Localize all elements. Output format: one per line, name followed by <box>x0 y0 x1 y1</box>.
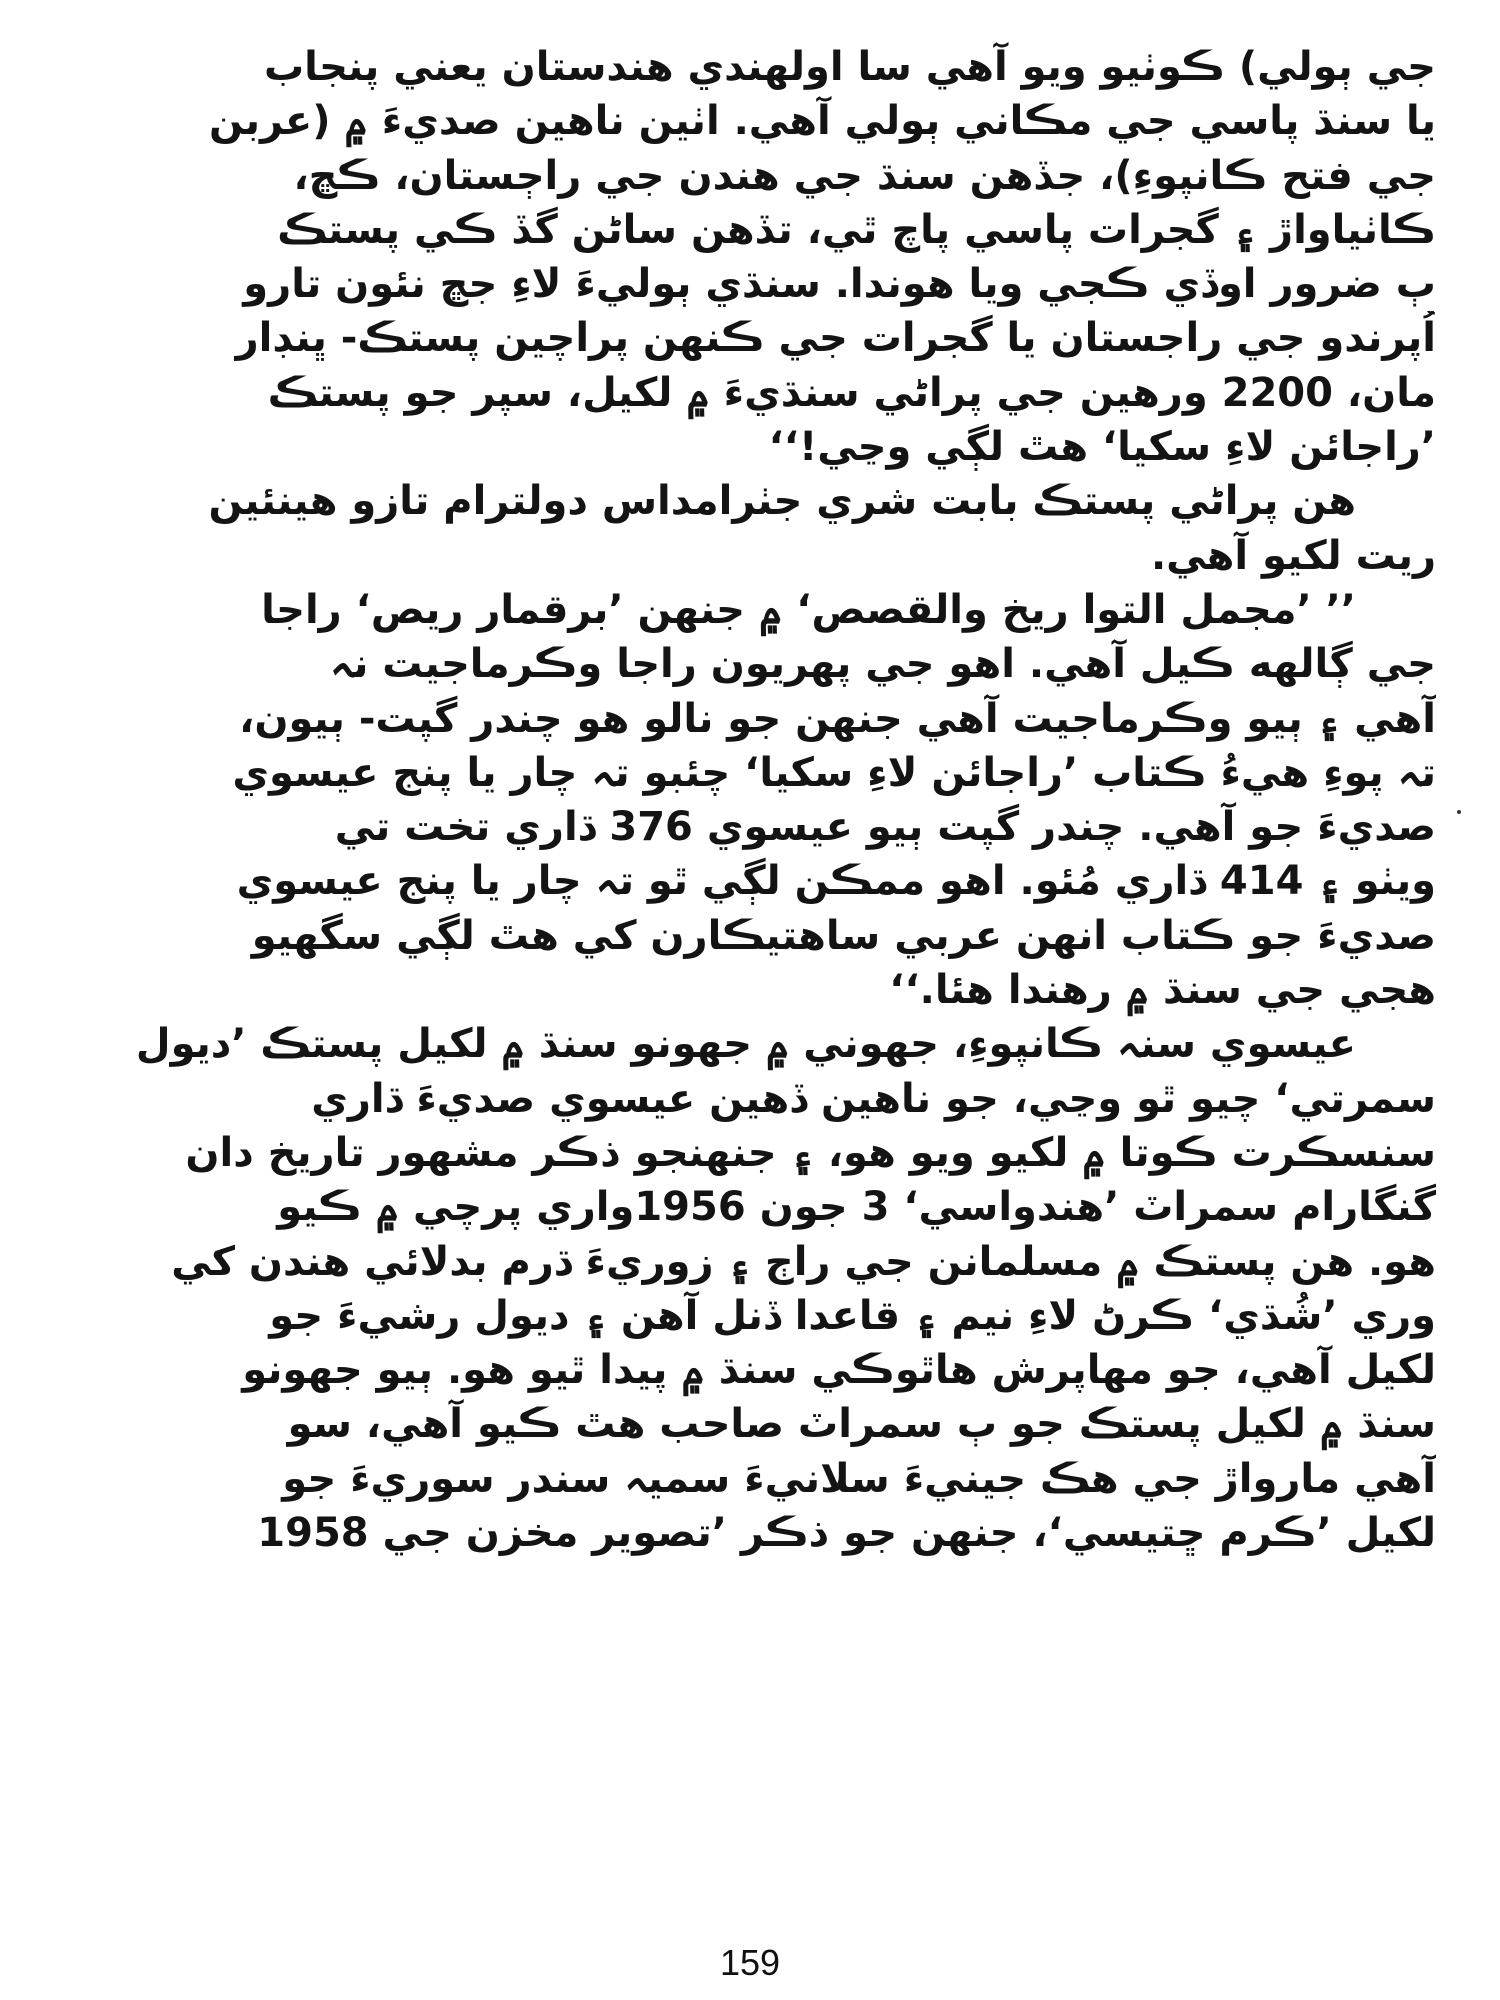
text-line: وري ’شُڌي‘ ڪرڻ لاءِ نيم ۽ قاعدا ڏنل آهن ۽ ديول رشيءَ جو <box>269 1292 1436 1339</box>
text-line: جي ڳالهه ڪيل آهي. اهو جي پهريون راجا وڪرماجيت نہ <box>329 641 1436 688</box>
text-line: جي فتح ڪانپوءِ)، جڏهن سنڌ جي هندن جي راڄستان، ڪڇ، <box>293 152 1436 199</box>
text-line: تہ پوءِ هيءُ ڪتاب ’راجائن لاءِ سکيا‘ چئبو تہ چار يا پنج عيسوي <box>232 749 1436 796</box>
paragraph-3-quote <box>52 583 1436 1017</box>
text-line: اُپرندو جي راجستان يا گجرات جي ڪنهن پراچين پستڪ- ڀنڊار <box>235 315 1436 362</box>
text-line: صديءَ جو ڪتاب انهن عربي ساهتيڪارن کي هٿ لڳي سگهيو <box>251 912 1436 959</box>
text-line: ’’ ’مجمل التوا ريخ والقصص‘ ۾ جنهن ’برقمار ريص‘ راجا <box>261 586 1356 633</box>
text-line: لکيل آهي، جو مهاپرش هاٿوڪي سنڌ ۾ پيدا ٿيو هو. ٻيو جهونو <box>242 1347 1436 1394</box>
text-line: سنڌ ۾ لکيل پستڪ جو ٻ سمراٽ صاحب هٿ ڪيو آهي، سو <box>287 1401 1436 1448</box>
text-line: سنسڪرت ڪوتا ۾ لکيو ويو هو، ۽ جنهنجو ذڪر مشهور تاريخ دان <box>185 1129 1436 1176</box>
text-line: ويٺو ۽ 414 ڌاري مُئو. اهو ممڪن لڳي ٿو تہ چار يا پنج عيسوي <box>236 858 1436 905</box>
text-line: هجي جي سنڌ ۾ رهندا هئا.‘‘ <box>889 967 1436 1014</box>
text-line: سمرتي‘ چيو ٿو وڃي، جو ناهين ڏهين عيسوي صديءَ ڌاري <box>311 1075 1436 1122</box>
text-line: هن پراڻي پستڪ بابت شري جٺرامداس دولترام تازو هينئين <box>208 478 1356 525</box>
text-line: ’راجائن لاءِ سکيا‘ هٿ لڳي وڃي!‘‘ <box>768 424 1436 471</box>
text-line: ريت لکيو آهي. <box>1150 532 1436 579</box>
paragraph-2 <box>52 474 1436 583</box>
body-text <box>52 40 1436 1560</box>
text-line: صديءَ جو آهي. چندر گپت ٻيو عيسوي 376 ڌاري تخت تي <box>334 804 1436 851</box>
paragraph-1 <box>52 40 1436 474</box>
text-line: يا سنڌ پاسي جي مڪاني ٻولي آهي. اٺين ناهين صديءَ ۾ (عربن <box>209 98 1436 145</box>
text-line: گنگارام سمراٽ ’هندواسي‘ 3 جون 1956واري پرچي ۾ ڪيو <box>277 1184 1436 1231</box>
page-number: 159 <box>719 1942 781 1983</box>
text-line: ڪاٺياواڙ ۽ گجرات پاسي پاچ ٿي، تڏهن ساڻن گڏ ڪي پستڪ <box>277 206 1436 253</box>
text-line: هو. هن پستڪ ۾ مسلمانن جي راڄ ۽ زوريءَ ڌرم بدلائي هندن کي <box>171 1238 1436 1285</box>
text-line: مان، 2200 ورهين جي پراڻي سنڌيءَ ۾ لکيل، سپر جو پستڪ <box>267 369 1436 416</box>
text-line: آهي مارواڙ جي هڪ جينيءَ سلانيءَ سميہ سندر سوريءَ جو <box>282 1455 1436 1502</box>
stray-ink-dot <box>1457 810 1461 814</box>
text-line: لکيل ’ڪرم ڇتيسي‘، جنهن جو ذڪر ’تصوير مخزن جي 1958 <box>257 1510 1436 1557</box>
text-line: جي ٻولي) ڪوٺيو ويو آهي سا اولهندي هندستان يعني پنجاب <box>263 44 1436 90</box>
text-line: آهي ۽ ٻيو وڪرماجيت آهي جنهن جو نالو هو چندر گپت- ٻيون، <box>239 695 1436 742</box>
text-line: ٻ ضرور اوڏي ڪجي ويا هوندا. سنڌي ٻوليءَ لاءِ جڇ نئون تارو <box>243 261 1436 308</box>
text-line: عيسوي سنہ ڪانپوءِ، جهوني ۾ جهونو سنڌ ۾ لکيل پستڪ ’ديول <box>135 1021 1356 1068</box>
paragraph-4 <box>52 1017 1436 1560</box>
